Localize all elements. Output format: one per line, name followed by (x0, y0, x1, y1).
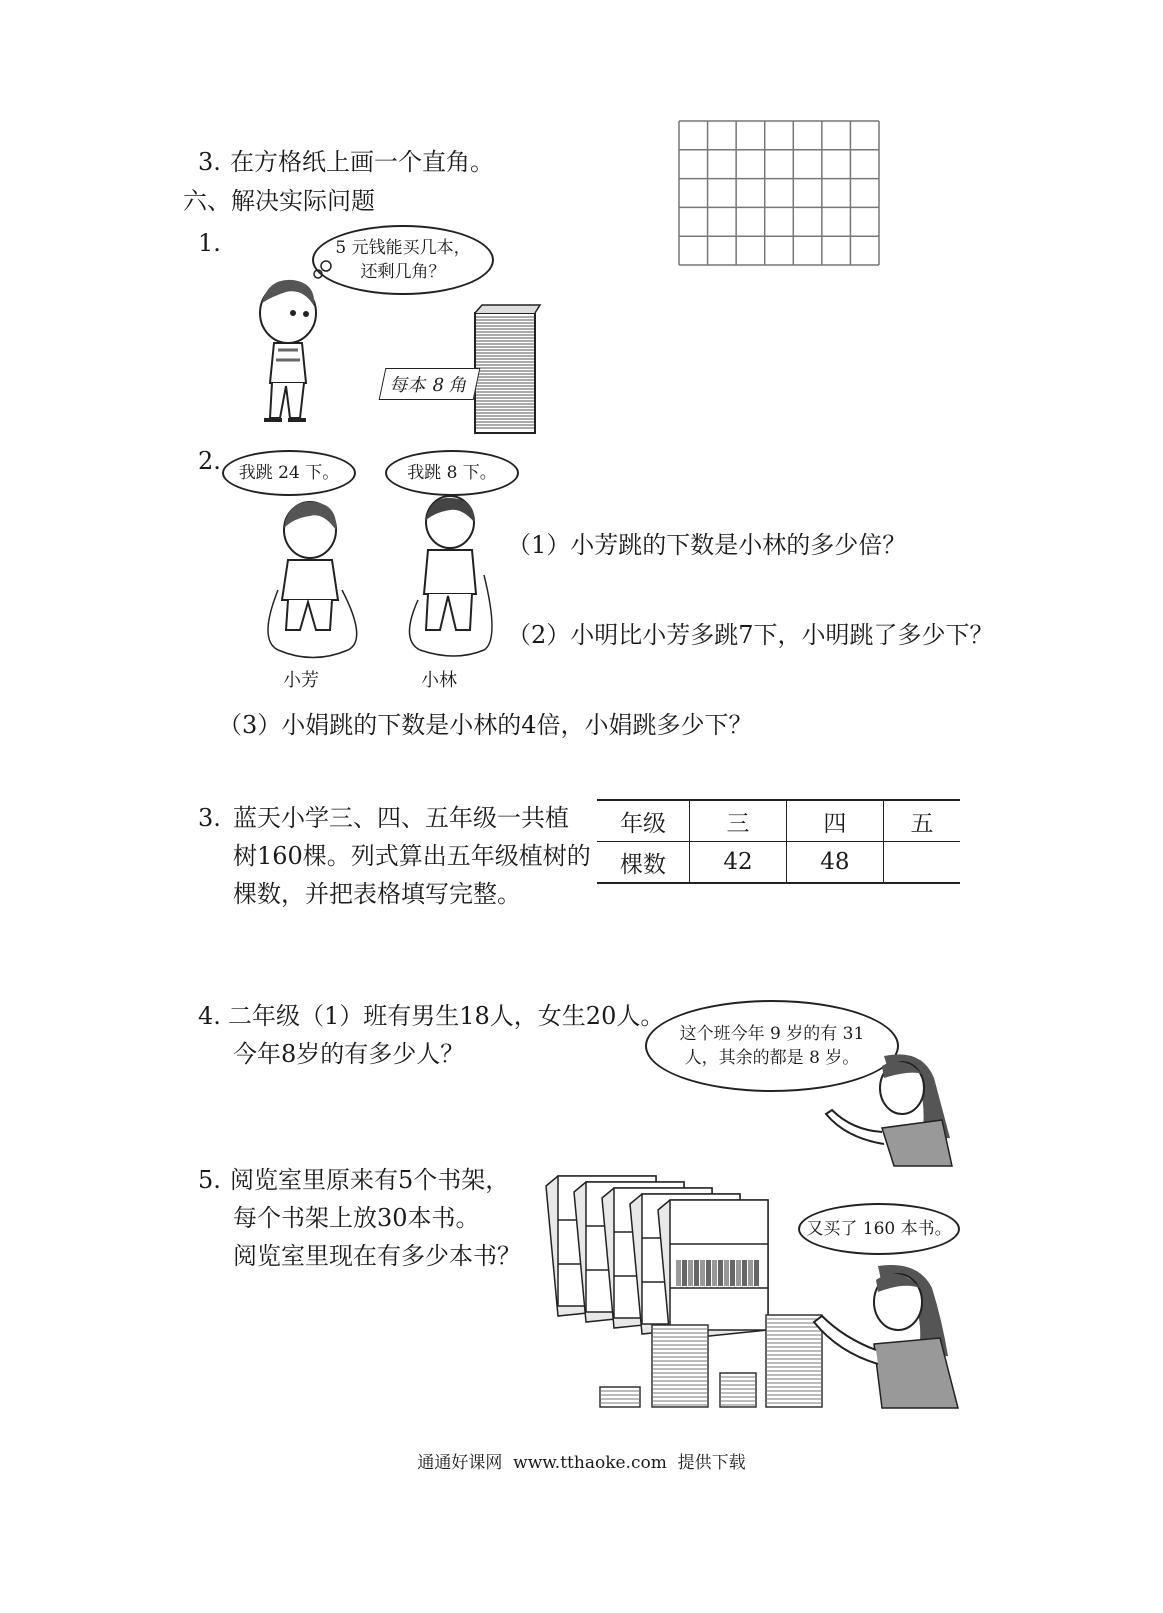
book (712, 1260, 717, 1286)
book (748, 1260, 753, 1286)
q1-book-stack (470, 305, 540, 435)
book (754, 1260, 759, 1286)
table-header-row (597, 800, 960, 842)
q2-girl-name: 小芳 (283, 670, 319, 691)
q2-girl-speech: 我跳 24 下。 (238, 463, 340, 483)
q5-number: 5. (198, 1166, 221, 1194)
book (706, 1260, 711, 1286)
q1-bubble-line2: 还剩几角？ (360, 262, 446, 282)
q4-bubble-line1: 这个班今年 9 岁的有 31 (679, 1024, 865, 1044)
table-cell: 42 (690, 842, 787, 884)
q2-boy-name: 小林 (421, 670, 457, 691)
table-cell-empty (883, 842, 960, 884)
q4-number: 4. (198, 1002, 221, 1030)
q2-boy-illustration (400, 490, 510, 670)
q2-boy-speech: 我跳 8 下。 (407, 463, 497, 483)
q3-line3: 棵数，并把表格填写完整。 (233, 880, 521, 908)
q5-line2: 每个书架上放30本书。 (233, 1204, 480, 1232)
book (724, 1260, 729, 1286)
book (688, 1260, 693, 1286)
book-pile (720, 1373, 756, 1407)
book (736, 1260, 741, 1286)
q2-sub3: （3）小娟跳的下数是小林的4倍，小娟跳多少下？ (218, 711, 753, 739)
book-pile (652, 1325, 708, 1407)
q2-number: 2. (198, 447, 221, 475)
q1-price-tag: 每本 8 角 (379, 368, 481, 400)
q5-line3: 阅览室里现在有多少本书？ (233, 1242, 521, 1270)
q1-number: 1. (198, 229, 221, 257)
q1-boy-illustration (248, 258, 368, 428)
table-header-cell: 五 (883, 800, 960, 842)
book (700, 1260, 705, 1286)
q5-line1: 阅览室里原来有5个书架， (230, 1166, 510, 1194)
q3-tree-table (597, 799, 960, 884)
q3-line1: 蓝天小学三、四、五年级一共植 (233, 804, 569, 832)
q4-bubble-line2: 人，其余的都是 8 岁。 (684, 1048, 860, 1068)
q3-number: 3. (198, 804, 221, 832)
q2-sub2: （2）小明比小芳多跳7下，小明跳了多少下？ (507, 621, 994, 649)
page-footer: 通通好课网 www.tthaoke.com 提供下载 (417, 1453, 746, 1473)
section6-heading: 六、解决实际问题 (183, 187, 375, 215)
book (730, 1260, 735, 1286)
q3-line2: 树160棵。列式算出五年级植树的 (233, 842, 591, 870)
q5-teacher-illustration (808, 1260, 968, 1410)
table-header-cell: 年级 (597, 800, 690, 842)
q4-line2: 今年8岁的有多少人？ (233, 1040, 465, 1068)
book (694, 1260, 699, 1286)
q1-bubble-line1: 5 元钱能买几本， (335, 238, 471, 258)
q5-book-stacks-illustration (600, 1315, 840, 1410)
book (682, 1260, 687, 1286)
book (742, 1260, 747, 1286)
book (676, 1260, 681, 1286)
q4-line1: 二年级（1）班有男生18人，女生20人。 (228, 1002, 665, 1030)
q5-3-number: 3. (198, 148, 221, 176)
q4-teacher-illustration (822, 1048, 957, 1168)
q2-sub1: （1）小芳跳的下数是小林的多少倍？ (507, 531, 907, 559)
table-row (597, 842, 960, 884)
table-cell: 棵数 (597, 842, 690, 884)
q5-3-text: 在方格纸上画一个直角。 (230, 148, 494, 176)
grid-paper (678, 120, 880, 266)
book (718, 1260, 723, 1286)
q2-girl-illustration (258, 490, 368, 670)
book-pile (600, 1387, 640, 1407)
table-cell: 48 (786, 842, 883, 884)
q5-bubble-text: 又买了 160 本书。 (806, 1219, 952, 1239)
table-header-cell: 三 (690, 800, 787, 842)
table-header-cell: 四 (786, 800, 883, 842)
q5-speech-bubble (798, 1203, 960, 1255)
